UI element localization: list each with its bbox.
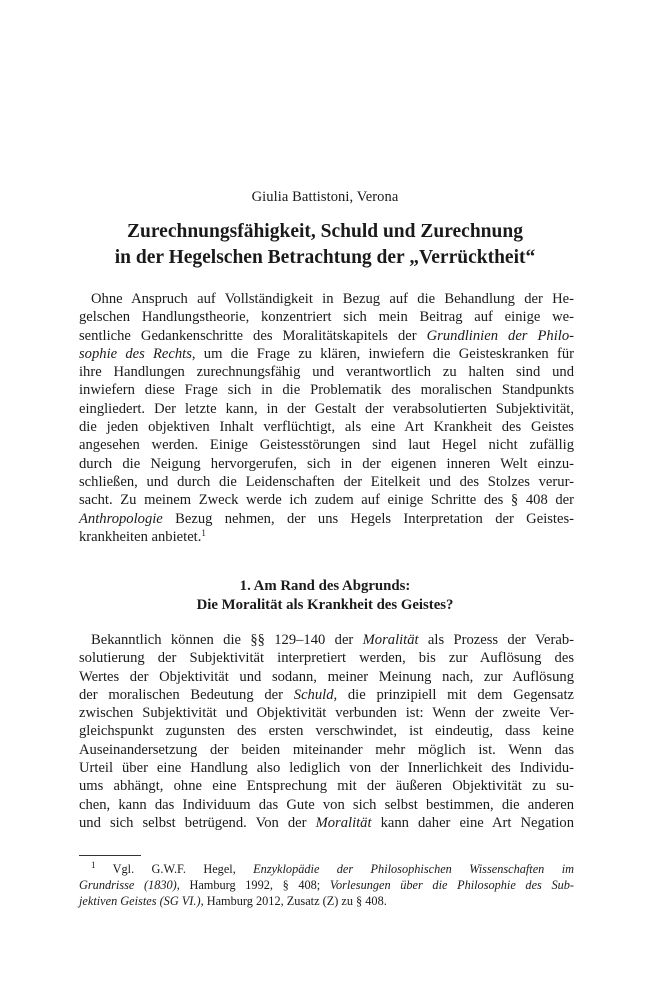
text-line: Wertes der Objektivität und sodann, meiner Meinung nach, zur Auflösung [79,668,574,685]
footnote-1 [79,861,574,909]
text-line: gelschen Handlungstheorie, konzentriert sich mein Beitrag auf einige we- [79,309,574,326]
footnote-divider [79,855,141,856]
paragraph-intro [79,290,574,546]
footnote-reference[interactable]: 1 [201,527,206,538]
footnote-line: Grundrisse (1830), Hamburg 1992, § 408; Vorlesungen über die Philosophie des Sub- [79,878,574,892]
section-heading-line-2: Die Moralität als Krankheit des Geistes? [196,596,454,613]
text-line: gleichspunkt zugunsten des ersten verschwindet, ist eindeutig, dass keine [79,723,574,740]
text-line: schließen, und durch die Leidenschaften der Eitelkeit und des Stolzes verur- [79,473,574,490]
title-line-1: Zurechnungsfähigkeit, Schuld und Zurechnung [127,221,523,242]
term-italic: Schuld, [293,686,338,703]
term-italic: Moralität [315,814,372,831]
text-line: ihre Handlungen zurechnungsfähig und verantwortlich zu halten sind und [79,364,574,381]
text-line: und sich selbst betrügend. Von der Moralität kann daher eine Art Negation [79,814,575,831]
text-line: Auseinandersetzung der beiden miteinander mehr möglich ist. Wenn das [79,741,574,758]
citation-title-italic: Vorlesungen über die Philosophie des Sub- [329,878,574,892]
paper-title [0,219,650,271]
citation-title-italic: Enzyklopädie der Philosophischen Wissenschaften im [253,862,574,876]
citation-title-italic: jektiven Geistes (SG VI.) [79,894,201,908]
text-line: krankheiten anbietet.$^1$ [79,527,206,545]
term-italic: Moralität [362,632,419,648]
book-title-italic: sophie des Rechts [79,345,192,362]
footnote-line: jektiven Geistes (SG VI.), Hamburg 2012, Zusatz (Z) zu § 408. [79,894,387,908]
text-line: zwischen Subjektivität und Objektivität verbunden ist: Wenn der zweite Ver- [79,705,574,722]
book-title-italic: Grundlinien der Philo- [426,327,574,344]
section-heading-line-1: 1. Am Rand des Abgrunds: [239,578,411,594]
text-line: ums abhängt, ohne eine Entsprechung mit der äußeren Objektivität zu su- [79,778,574,795]
text-line: sacht. Zu meinem Zweck werde ich zudem auf einige Schritte des § 408 der [79,492,574,509]
text-line: sentliche Gedankenschritte des Moralitätskapitels der Grundlinien der Philo- [79,327,574,344]
text-line: chen, kann das Individuum das Gute von sich selbst bestimmen, die anderen [79,796,574,813]
title-line-2: in der Hegelschen Betrachtung der „Verrücktheit“ [114,247,536,268]
text-line: Urteil über eine Handlung also lediglich von der Innerlichkeit des Individu- [79,760,574,777]
book-title-italic: Anthropologie [79,510,163,527]
text-line: der moralischen Bedeutung der Schuld, die prinzipiell mit dem Gegensatz [79,686,574,703]
text-line: durch die Neigung hervorgerufen, sich in der eigenen inneren Welt einzu- [79,455,574,472]
footnote-number: 1 [91,860,96,870]
text-line: sophie des Rechts, um die Frage zu klären, inwiefern die Geisteskranken für [79,345,574,362]
footnote-line: $^1$ Vgl. G.W.F. Hegel, Enzyklopädie der Philosophischen Wissenschaften im [91,860,574,876]
citation-title-italic: Grundrisse (1830) [79,878,177,892]
section-heading [0,577,650,614]
text-line: die jeden objektiven Inhalt verflüchtigt, als eine Art Krankheit des Geistes [79,419,574,436]
text-line: angesehen werden. Einige Geistesstörungen sind laut Hegel nicht zufällig [79,437,574,454]
paragraph-section-1 [79,631,574,832]
text-line: inwiefern diese Frage sich in die Problematik des moralischen Standpunkts [79,382,574,399]
text-line: Ohne Anspruch auf Vollständigkeit in Bezug auf die Behandlung der He- [91,291,574,307]
text-line: eingliedert. Der letzte kann, in der Gestalt der verabsolutierten Subjektivität, [79,400,574,417]
text-line: Bekanntlich können die §§ 129–140 der Moralität als Prozess der Verab- [91,632,574,648]
text-line: Anthropologie Bezug nehmen, der uns Hegels Interpretation der Geistes- [79,510,574,527]
author-line: Giulia Battistoni, Verona [251,189,399,205]
text-line: solutierung der Subjektivität interpretiert werden, bis zur Auflösung des [79,650,574,667]
